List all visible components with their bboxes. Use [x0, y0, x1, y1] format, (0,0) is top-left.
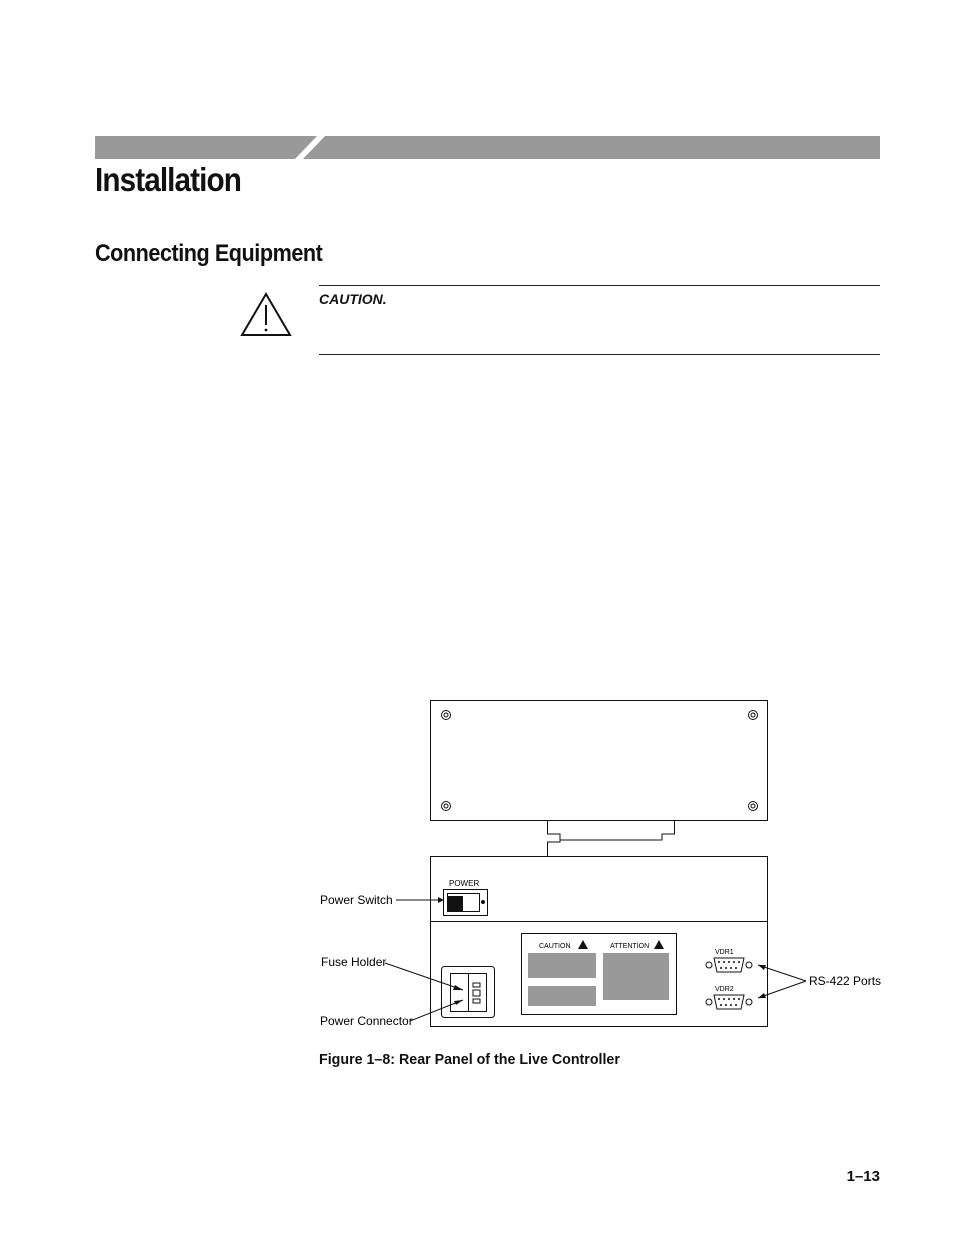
- caution-top-rule: [319, 285, 880, 286]
- rear-panel-figure: [310, 690, 890, 1035]
- caution-triangle-icon: [578, 940, 588, 949]
- top-panel: [431, 701, 768, 821]
- caution-label: CAUTION.: [319, 291, 387, 307]
- figure-caption: Figure 1–8: Rear Panel of the Live Controller: [319, 1051, 620, 1068]
- caution-panel-label: CAUTION: [539, 943, 571, 950]
- chapter-title: Installation: [95, 161, 241, 198]
- attention-triangle-icon: [654, 940, 664, 949]
- page-number: 1–13: [846, 1168, 880, 1185]
- vdr2-label: VDR2: [715, 986, 734, 993]
- screw-icon: [442, 711, 758, 811]
- chapter-header-bar: [95, 136, 880, 159]
- vdr1-port: [706, 958, 752, 972]
- callout-power-switch: Power Switch: [320, 893, 393, 907]
- vdr1-label: VDR1: [715, 949, 734, 956]
- callout-rs422-ports: RS-422 Ports: [809, 974, 882, 988]
- caution-bottom-rule: [319, 354, 880, 355]
- callout-power-connector: Power Connector: [320, 1014, 413, 1028]
- attention-panel-label: ATTENTION: [610, 943, 650, 950]
- rear-panel: [431, 857, 768, 1027]
- vdr2-port: [706, 995, 752, 1009]
- warning-triangle-icon: [240, 292, 292, 338]
- power-label: POWER: [449, 879, 480, 888]
- callout-fuse-holder: Fuse Holder: [321, 955, 387, 969]
- section-title: Connecting Equipment: [95, 240, 323, 267]
